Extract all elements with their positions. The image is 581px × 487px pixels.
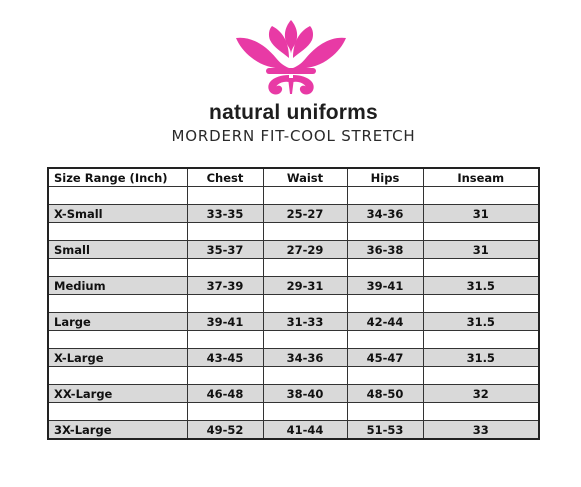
table-row bbox=[48, 421, 539, 440]
chest-cell: 35-37 bbox=[187, 241, 263, 259]
chest-cell: 39-41 bbox=[187, 313, 263, 331]
spacer-row bbox=[48, 331, 539, 349]
hips-cell: 48-50 bbox=[347, 385, 423, 403]
spacer-row bbox=[48, 295, 539, 313]
inseam-cell: 32 bbox=[423, 385, 539, 403]
hips-cell: 45-47 bbox=[347, 349, 423, 367]
hips-cell: 36-38 bbox=[347, 241, 423, 259]
waist-cell: 34-36 bbox=[263, 349, 347, 367]
spacer-row bbox=[48, 187, 539, 205]
waist-cell: 41-44 bbox=[263, 421, 347, 440]
size-chart-table bbox=[47, 167, 540, 440]
table-header-row bbox=[48, 168, 539, 187]
inseam-cell: 33 bbox=[423, 421, 539, 440]
size-cell: X-Small bbox=[48, 205, 187, 223]
size-cell: Small bbox=[48, 241, 187, 259]
waist-cell: 27-29 bbox=[263, 241, 347, 259]
waist-cell: 31-33 bbox=[263, 313, 347, 331]
table-row bbox=[48, 313, 539, 331]
hips-cell: 34-36 bbox=[347, 205, 423, 223]
waist-cell: 25-27 bbox=[263, 205, 347, 223]
inseam-cell: 31 bbox=[423, 241, 539, 259]
chest-cell: 37-39 bbox=[187, 277, 263, 295]
size-cell: Large bbox=[48, 313, 187, 331]
table-row bbox=[48, 349, 539, 367]
size-cell: Medium bbox=[48, 277, 187, 295]
inseam-cell: 31 bbox=[423, 205, 539, 223]
inseam-cell: 31.5 bbox=[423, 277, 539, 295]
chest-cell: 43-45 bbox=[187, 349, 263, 367]
spacer-row bbox=[48, 223, 539, 241]
brand-name: natural uniforms bbox=[209, 101, 378, 124]
inseam-cell: 31.5 bbox=[423, 349, 539, 367]
table-row bbox=[48, 241, 539, 259]
inseam-cell: 31.5 bbox=[423, 313, 539, 331]
brand-tagline: MORDERN FIT-COOL STRETCH bbox=[171, 127, 416, 145]
header-hips: Hips bbox=[347, 168, 423, 187]
table-row bbox=[48, 277, 539, 295]
waist-cell: 38-40 bbox=[263, 385, 347, 403]
header-waist: Waist bbox=[263, 168, 347, 187]
header-inseam: Inseam bbox=[423, 168, 539, 187]
spacer-row bbox=[48, 403, 539, 421]
chest-cell: 46-48 bbox=[187, 385, 263, 403]
table-row bbox=[48, 205, 539, 223]
table-row bbox=[48, 385, 539, 403]
chest-cell: 33-35 bbox=[187, 205, 263, 223]
chest-cell: 49-52 bbox=[187, 421, 263, 440]
spacer-row bbox=[48, 259, 539, 277]
size-cell: XX-Large bbox=[48, 385, 187, 403]
size-cell: 3X-Large bbox=[48, 421, 187, 440]
header-size-range: Size Range (Inch) bbox=[48, 168, 187, 187]
hips-cell: 51-53 bbox=[347, 421, 423, 440]
hips-cell: 39-41 bbox=[347, 277, 423, 295]
size-cell: X-Large bbox=[48, 349, 187, 367]
waist-cell: 29-31 bbox=[263, 277, 347, 295]
lotus-logo-icon bbox=[232, 18, 350, 96]
spacer-row bbox=[48, 367, 539, 385]
hips-cell: 42-44 bbox=[347, 313, 423, 331]
header-chest: Chest bbox=[187, 168, 263, 187]
